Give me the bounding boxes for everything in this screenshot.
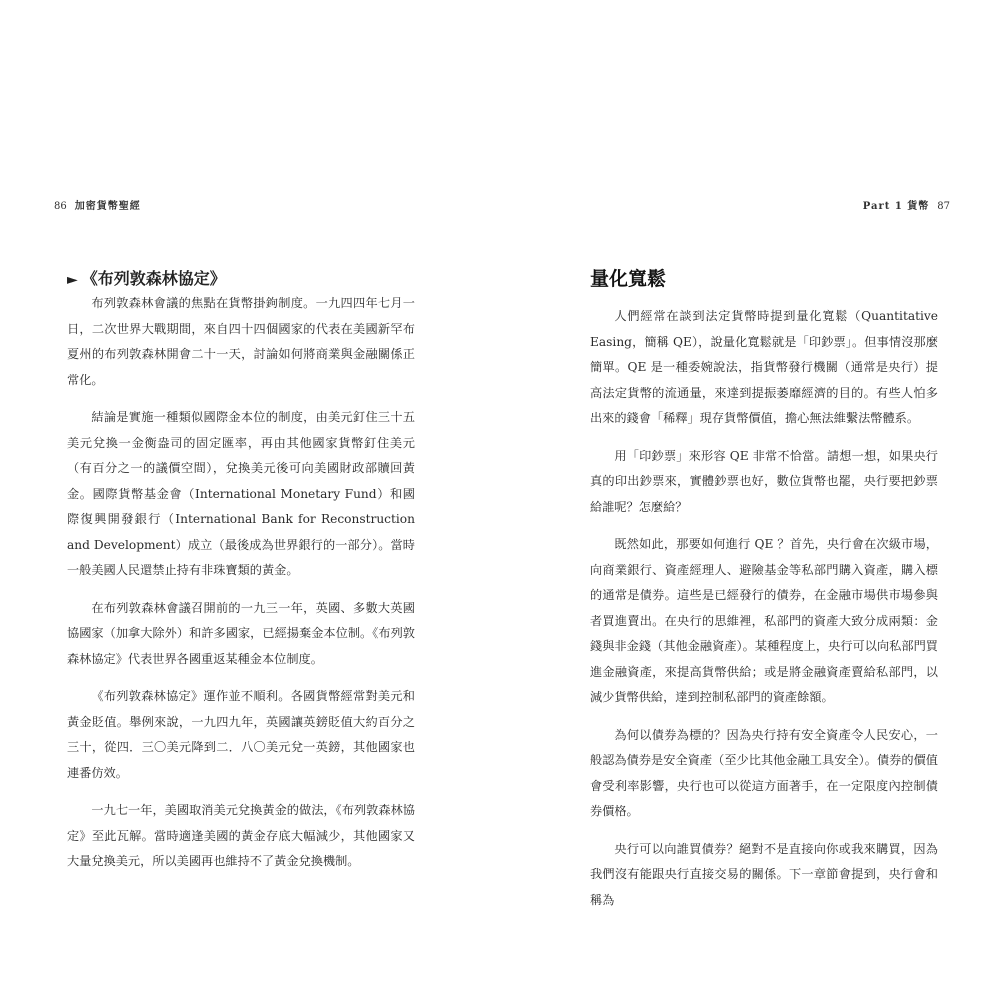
right-page-number: 87 xyxy=(937,201,950,212)
left-page-number: 86 xyxy=(54,201,67,212)
left-paragraph-1: 布列敦森林會議的焦點在貨幣掛鉤制度。一九四四年七月一日，二次世界大戰期間，來自四十四個國家的代表在美國新罕布夏州的布列敦森林開會二十一天，討論如何將商業與金融關係正常化。 xyxy=(67,296,415,387)
right-paragraph-5: 央行可以向誰買債券？絕對不是直接向你或我來購買，因為我們沒有能跟央行直接交易的關係。下一章節會提到，央行會和稱為 xyxy=(590,841,938,907)
right-body-text xyxy=(590,304,938,925)
part-label: Part 1 貨幣 xyxy=(862,201,930,212)
triangle-marker-icon: ► xyxy=(67,272,78,288)
left-paragraph-4: 《布列敦森林協定》運作並不順利。各國貨幣經常對美元和黃金貶值。舉例來說，一九四九年，英國讓英鎊貶值大約百分之三十，從四．三〇美元降到二．八〇美元兌一英鎊，其他國家也連番仿效。 xyxy=(67,689,415,780)
left-body-text xyxy=(67,291,415,887)
right-paragraph-3: 既然如此，那要如何進行 QE ？首先，央行會在次級市場，向商業銀行、資產經理人、避險基金等私部門購入資產，購入標的通常是債券。這些是已經發行的債券，在金融市場供市場參與者買進賣出。在央行的思維裡，私部門的資產大致分成兩類：金錢與非金錢（其他金融資產）。某種程度上，央行可以向私部門買進金融資產，來提高貨幣供給；或是將金融資產賣給私部門，以減少貨幣供給，達到控制私部門的資產餘額。 xyxy=(590,537,938,704)
chapter-heading: 量化寬鬆 xyxy=(590,268,667,290)
left-running-head xyxy=(46,200,141,214)
right-paragraph-1: 人們經常在談到法定貨幣時提到量化寬鬆（Quantitative Easing，簡稱 QE），說量化寬鬆就是「印鈔票」。但事情沒那麼簡單。QE 是一種委婉說法，指貨幣發行機關（通常是央行）提高法定貨幣的流通量，來達到提振萎靡經濟的目的。有些人怕多出來的錢會「稀釋」現存貨幣價值，擔心無法維繫法幣體系。 xyxy=(590,309,938,425)
right-running-head xyxy=(863,200,958,214)
section-heading xyxy=(67,267,226,292)
left-paragraph-3: 在布列敦森林會議召開前的一九三一年，英國、多數大英國協國家（加拿大除外）和許多國家，已經揚棄金本位制。《布列敦森林協定》代表世界各國重返某種金本位制度。 xyxy=(67,600,415,666)
right-paragraph-4: 為何以債券為標的？因為央行持有安全資產令人民安心，一般認為債券是安全資產（至少比其他金融工具安全）。債券的價值會受利率影響，央行也可以從這方面著手，在一定限度內控制債券價格。 xyxy=(590,727,938,818)
right-paragraph-2: 用「印鈔票」來形容 QE 非常不恰當。請想一想，如果央行真的印出鈔票來，實體鈔票也好，數位貨幣也罷，央行要把鈔票給誰呢？怎麼給？ xyxy=(590,448,938,514)
left-paragraph-5: 一九七一年，美國取消美元兌換黃金的做法，《布列敦森林協定》至此瓦解。當時適逢美國的黃金存底大幅減少，其他國家又大量兌換美元，所以美國再也維持不了黃金兌換機制。 xyxy=(67,803,415,868)
left-paragraph-2: 結論是實施一種類似國際金本位的制度，由美元釘住三十五美元兌換一金衡盎司的固定匯率，再由其他國家貨幣釘住美元（有百分之一的議價空間），兌換美元後可向美國財政部贖回黃金。國際貨幣基金會（International Monetary Fund）和國際復興開發銀行（International Bank for Reconstruction and Development）成立（最後成為世界銀行的一部分）。當時一般美國人民還禁止持有非珠寶類的黃金。 xyxy=(67,410,415,577)
section-heading-text: 《布列敦森林協定》 xyxy=(81,269,226,288)
book-title: 加密貨幣聖經 xyxy=(74,201,141,212)
